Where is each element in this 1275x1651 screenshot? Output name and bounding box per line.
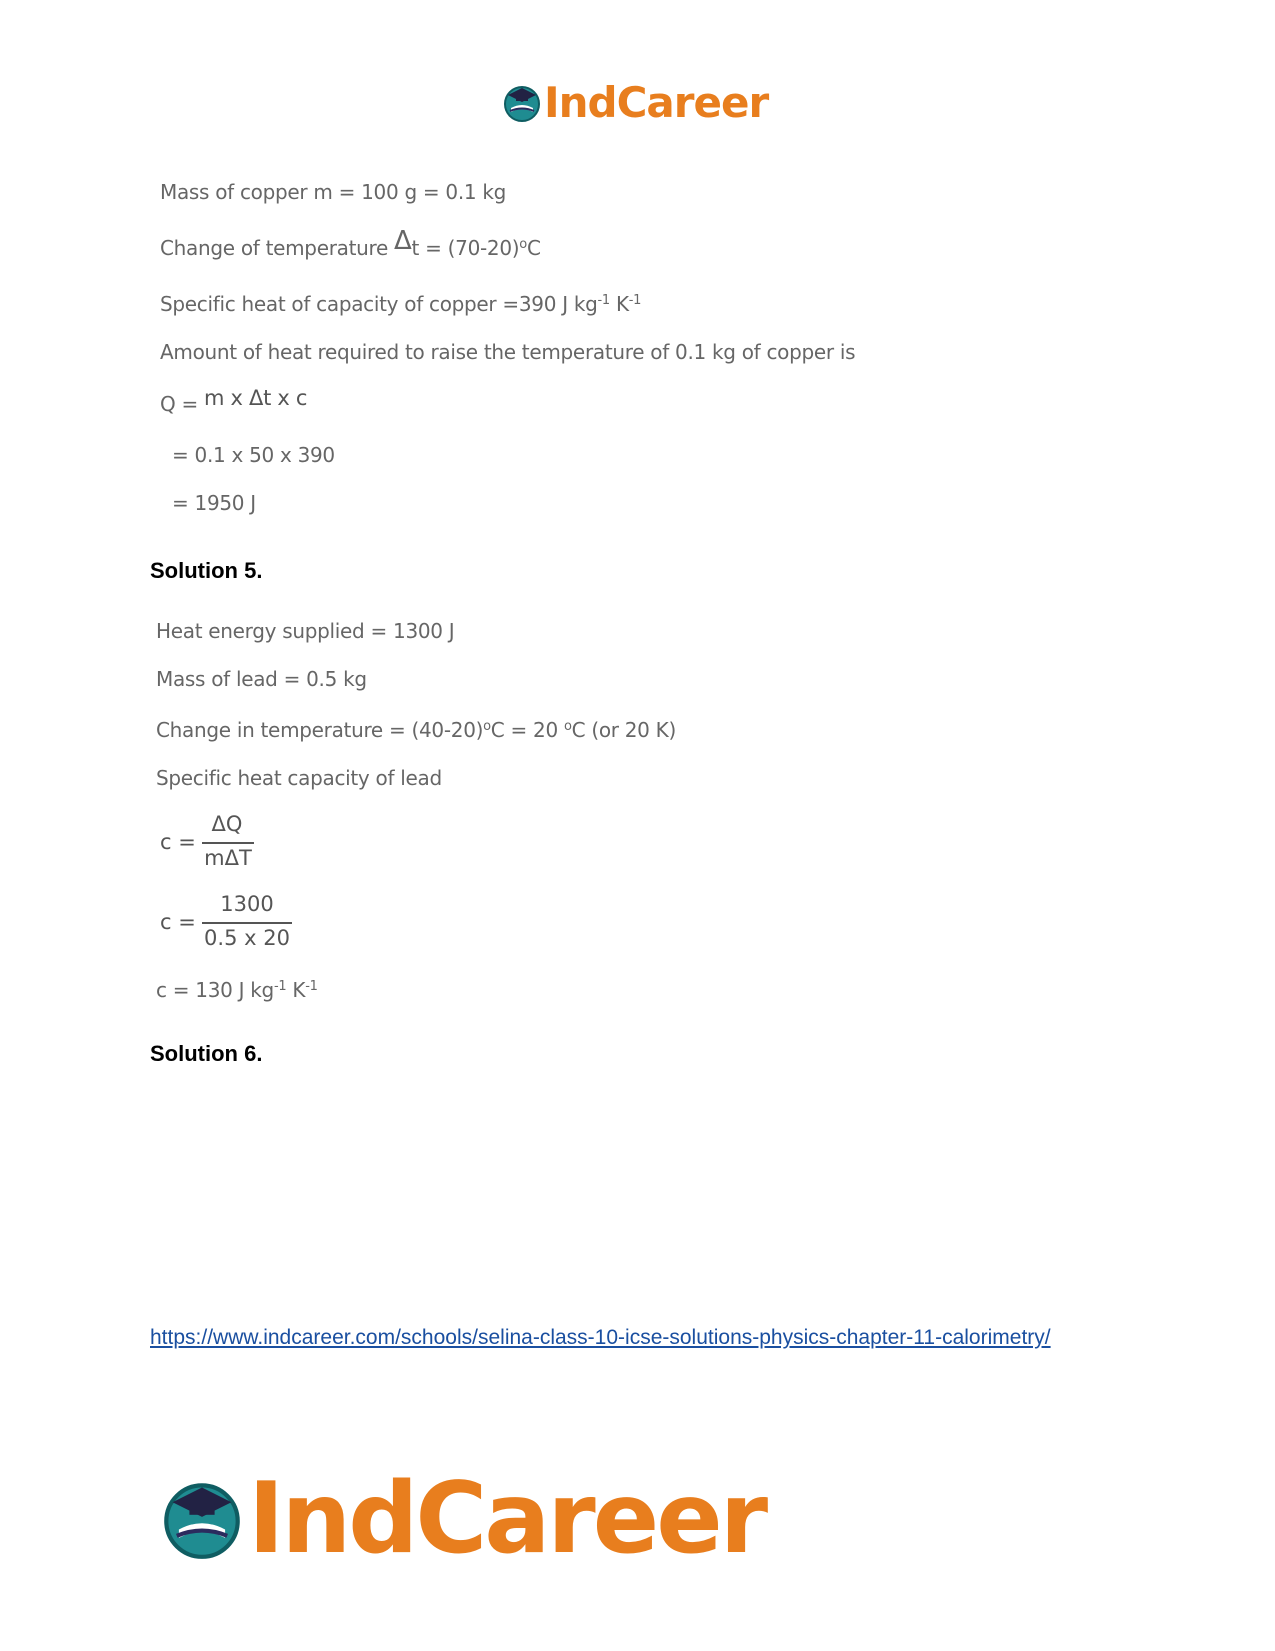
heat-supplied-line: Heat energy supplied = 1300 J xyxy=(156,619,455,643)
fraction-1-bar xyxy=(202,842,254,844)
lead-shc-line: Specific heat capacity of lead xyxy=(156,766,442,790)
degree-symbol-1: o xyxy=(483,719,491,734)
graduation-cap-globe-icon xyxy=(502,83,542,123)
shc-unit-k: K xyxy=(609,292,629,316)
formula-fraction-1 xyxy=(160,812,270,876)
solution-6-heading: Solution 6. xyxy=(150,1041,263,1066)
graduation-cap-globe-icon xyxy=(160,1477,244,1561)
result-unit-k: K xyxy=(286,978,306,1002)
q-label: Q = xyxy=(160,392,205,416)
result-exponent-2: -1 xyxy=(305,979,318,994)
fraction-1-numerator: ΔQ xyxy=(211,812,243,836)
copper-shc-line xyxy=(160,292,641,316)
lead-mass-line: Mass of lead = 0.5 kg xyxy=(156,667,367,691)
shc-exponent-2: -1 xyxy=(628,293,642,308)
shc-label: Specific heat of capacity of copper =390 J kg xyxy=(160,292,598,316)
delta-symbol: Δ xyxy=(394,226,412,256)
result-exponent-1: -1 xyxy=(273,979,287,994)
copper-temp-line xyxy=(160,226,541,262)
lead-temp-mid: C = 20 xyxy=(490,718,564,742)
fraction-2-numerator: 1300 xyxy=(220,892,274,916)
result-label: c = 130 J kg xyxy=(156,978,274,1002)
fraction-2-denominator: 0.5 x 20 xyxy=(204,926,290,950)
temp-unit: C xyxy=(526,236,541,260)
fraction-1-lhs: c = xyxy=(160,830,196,854)
logo-text: IndCareer xyxy=(248,1462,766,1576)
logo-text: IndCareer xyxy=(544,78,769,127)
temp-label: Change of temperature xyxy=(160,236,395,260)
solution-5-heading: Solution 5. xyxy=(150,558,263,583)
q-step-2: = 1950 J xyxy=(172,491,256,515)
shc-exponent-1: -1 xyxy=(597,293,610,308)
copper-mass-line: Mass of copper m = 100 g = 0.1 kg xyxy=(160,180,507,204)
formula-fraction-2 xyxy=(160,892,300,956)
lead-result-line xyxy=(156,978,318,1002)
footer-logo xyxy=(160,1462,765,1576)
q-step-1: = 0.1 x 50 x 390 xyxy=(172,443,335,467)
fraction-1-denominator: mΔT xyxy=(204,846,252,870)
source-url-link[interactable]: https://www.indcareer.com/schools/selina-class-10-icse-solutions-physics-chapter-11-calorimetry/ xyxy=(150,1326,1051,1349)
lead-temp-label: Change in temperature = (40-20) xyxy=(156,718,484,742)
copper-amount-line: Amount of heat required to raise the temperature of 0.1 kg of copper is xyxy=(160,340,856,364)
degree-symbol-2: o xyxy=(563,719,572,734)
fraction-2-bar xyxy=(202,922,292,924)
lead-temp-line xyxy=(156,718,676,742)
q-formula-line xyxy=(160,386,308,416)
lead-temp-end: C (or 20 K) xyxy=(571,718,676,742)
temp-value: t = (70-20) xyxy=(411,236,520,260)
degree-symbol: o xyxy=(519,237,527,252)
header-logo xyxy=(502,78,768,127)
fraction-2-lhs: c = xyxy=(160,910,196,934)
q-formula: m x Δt x c xyxy=(204,386,308,410)
